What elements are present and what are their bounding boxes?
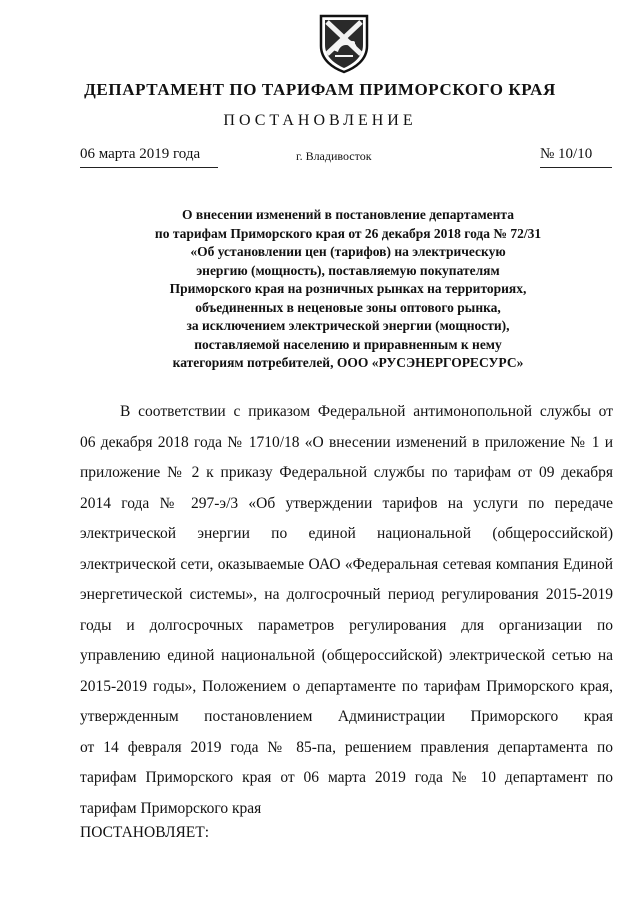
body-line: В соответствии с приказом Федеральной антимонопольной службы от [120, 403, 613, 420]
body-line: от 14 февраля 2019 года № 85-па, решением правления департамента по [80, 738, 613, 756]
body-paragraph [80, 397, 613, 824]
body-line: управлению единой национальной (общероссийской) электрической сетью на [80, 647, 613, 664]
title-line: поставляемой населению и приравненным к нему [194, 336, 502, 352]
body-line: электрической сети, оказываемые ОАО «Федеральная сетевая компания Единой [80, 555, 613, 573]
department-name: ДЕПАРТАМЕНТ ПО ТАРИФАМ ПРИМОРСКОГО КРАЯ [84, 80, 556, 99]
document-title [80, 206, 616, 373]
body-line: 2014 года № 297-э/3 «Об утверждении тарифов на услуги по передаче [80, 494, 613, 512]
body-line: приложение № 2 к приказу Федеральной службы по тарифам от 09 декабря [80, 464, 613, 481]
coat-of-arms-icon [313, 12, 375, 74]
title-line: по тарифам Приморского края от 26 декабря 2018 года № 72/31 [154, 225, 542, 241]
document-type: ПОСТАНОВЛЕНИЕ [223, 112, 417, 129]
title-line: категориям потребителей, ООО «РУСЭНЕРГОРЕСУРС» [172, 355, 524, 370]
title-line: энергию (мощность), поставляемую покупателям [196, 262, 500, 278]
document-number: № 10/10 [540, 146, 612, 168]
body-line: утвержденным постановлением Администрации Приморского края [80, 708, 613, 725]
body-line: энергетической системы», на долгосрочный период регулирования 2015-2019 [80, 586, 613, 603]
resolve-heading: ПОСТАНОВЛЯЕТ: [80, 824, 210, 841]
body-line: электрической энергии по единой национальной (общероссийской) [80, 525, 613, 542]
title-line: О внесении изменений в постановление департамента [182, 207, 514, 222]
document-date: 06 марта 2019 года [80, 146, 218, 168]
title-line: Приморского края на розничных рынках на территориях, [169, 281, 527, 296]
body-line: тарифам Приморского края [80, 799, 262, 817]
title-line: за исключением электрической энергии (мощности), [186, 318, 510, 333]
body-line: 2015-2019 годы», Положением о департаменте по тарифам Приморского края, [80, 677, 613, 695]
document-city: г. Владивосток [296, 149, 372, 163]
body-line: 06 декабря 2018 года № 1710/18 «О внесении изменений в приложение № 1 и [80, 433, 613, 451]
body-line: тарифам Приморского края от 06 марта 2019 года № 10 департамент по [80, 769, 613, 786]
title-line: объединенных в неценовые зоны оптового рынка, [195, 299, 501, 315]
body-line: годы и долгосрочных параметров регулирования для организации по [80, 616, 613, 634]
title-line: «Об установлении цен (тарифов) на электрическую [190, 244, 506, 259]
